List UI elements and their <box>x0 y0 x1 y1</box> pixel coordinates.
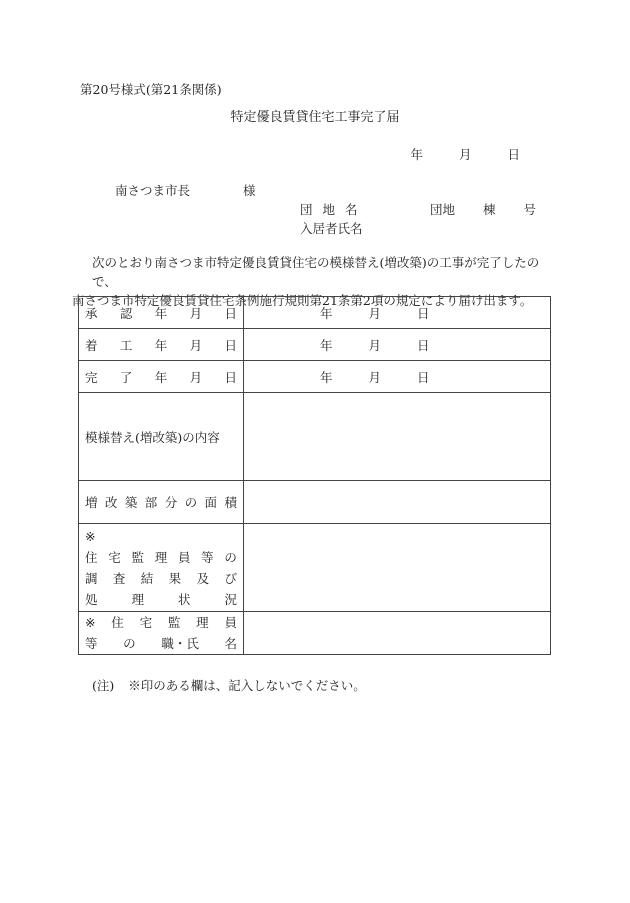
completion-report-table <box>78 296 551 655</box>
area-label: 増 改 築 部 分 の 面 積 <box>79 481 244 524</box>
table-row-completion <box>79 361 551 393</box>
date-month-label: 月 <box>458 147 472 162</box>
approval-date-label: 承 認 年 月 日 <box>79 297 244 329</box>
date-day-label: 日 <box>507 147 520 162</box>
resident-name-label: 入居者氏名 <box>300 221 363 236</box>
completion-date-field[interactable]: 年 月 日 <box>244 361 551 393</box>
area-field[interactable] <box>244 481 551 524</box>
table-row-supervisor <box>79 612 551 655</box>
table-row-work-content <box>79 393 551 481</box>
completion-date-label: 完 了 年 月 日 <box>79 361 244 393</box>
form-title: 特定優良賃貸住宅工事完了届 <box>230 110 400 125</box>
table-row-area <box>79 481 551 524</box>
inspection-label: ※ 住 宅 監 理 員 等 の 調 査 結 果 及 び 処 理 状 況 <box>79 524 244 612</box>
table-row-start <box>79 329 551 361</box>
table-row-approval <box>79 297 551 329</box>
addressee-name: 南さつま市長 <box>115 183 191 198</box>
addressee-honorific: 様 <box>243 183 256 198</box>
work-content-field[interactable] <box>244 393 551 481</box>
inspection-field[interactable] <box>244 524 551 612</box>
danchi-col-label: 団地 <box>430 202 456 217</box>
submission-date <box>410 145 520 163</box>
start-date-label: 着 工 年 月 日 <box>79 329 244 361</box>
table-row-inspection <box>79 524 551 612</box>
body-line-1: 次のとおり南さつま市特定優良賃貸住宅の模様替え(増改築)の工事が完了したので、 <box>92 255 540 289</box>
room-col-label: 号 <box>523 202 537 217</box>
work-content-label: 模様替え(増改築)の内容 <box>79 393 244 481</box>
danchi-address-columns <box>430 200 536 218</box>
inspection-mark: ※ <box>85 528 96 544</box>
footnote-prefix: (注) <box>92 678 115 693</box>
supervisor-field[interactable] <box>244 612 551 655</box>
body-line-2: 南さつま市特定優良賃貸住宅条例施行規則第21条第2項の規定により届け出ます。 <box>72 293 533 308</box>
danchi-name-label: 団地名 <box>300 202 368 217</box>
footnote-text: ※印のある欄は、記入しないでください。 <box>128 678 366 693</box>
supervisor-label: ※ 住 宅 監 理 員 等 の 職・氏 名 <box>79 612 244 655</box>
start-date-field[interactable]: 年 月 日 <box>244 329 551 361</box>
building-col-label: 棟 <box>483 202 496 217</box>
date-year-label: 年 <box>410 147 423 162</box>
approval-date-field[interactable]: 年 月 日 <box>244 297 551 329</box>
footnote <box>92 676 366 694</box>
form-number: 第20号様式(第21条関係) <box>80 82 222 97</box>
